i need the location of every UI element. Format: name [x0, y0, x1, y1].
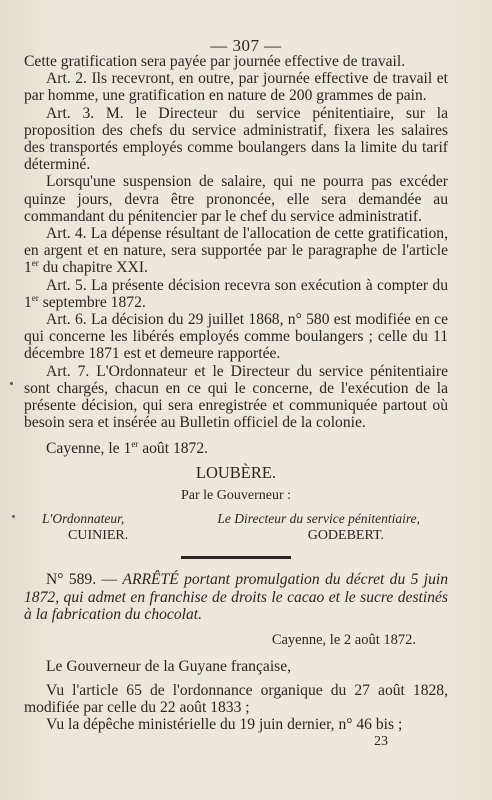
ordonnateur-title: L'Ordonnateur, — [42, 511, 125, 527]
decree-vu-2: Vu la dépêche ministérielle du 19 juin dernier, n° 46 bis ; — [46, 715, 403, 733]
decree-date: Cayenne, le 2 août 1872. — [271, 632, 416, 649]
paragraph-art-7: Art. 7. L'Ordonnateur et le Directeur du service pénitentiaire sont chargés, chacun en ce qui le concerne, de l'exécution de la présente décision, qui sera enregistrée et communiquée partout où besoin sera et insérée au Bulletin officiel de la colonie. — [24, 362, 448, 432]
scan-speck — [12, 515, 15, 518]
decree-vu-1: Vu l'article 65 de l'ordonnance organique du 27 août 1828, modifiée par celle du 22 août 1833 ; — [24, 681, 448, 716]
by-governor: Par le Gouverneur : — [180, 487, 292, 503]
decree-opening: Le Gouverneur de la Guyane française, — [46, 658, 292, 676]
signatories-titles — [24, 510, 448, 527]
directeur-title: Le Directeur du service pénitentiaire, — [217, 511, 420, 527]
governor-signature: LOUBÈRE. — [195, 462, 277, 482]
section-divider — [181, 556, 291, 559]
page-body — [24, 53, 448, 750]
paragraph-art-3: Art. 3. M. le Directeur du service pénitentiaire, sur la proposition des chefs du service administratif, fixera les salaires des transportés employés comme boulangers dans la limite du tarif déterminé. — [24, 104, 448, 174]
page-header: — 307 — — [210, 36, 282, 55]
paragraph: Lorsqu'une suspension de salaire, qui ne pourra pas excéder quinze jours, devra être prononcée, elle sera demandée au commandant du pénitencier par le chef du service administratif. — [24, 173, 448, 225]
decree-heading: N° 589. — ARRÊTÉ portant promulgation du décret du 5 juin 1872, qui admet en franchise de droits le cacao et le sucre destinés à la fabrication du chocolat. — [24, 571, 448, 623]
paragraph-art-5: Art. 5. La présente décision recevra son exécution à compter du 1er septembre 1872. — [24, 276, 448, 311]
place-date: Cayenne, le 1er août 1872. — [46, 439, 209, 458]
paragraph-art-2: Art. 2. Ils recevront, en outre, par journée effective de travail et par homme, une gratification en nature de 200 grammes de pain. — [24, 70, 448, 105]
paragraph: Cette gratification sera payée par journée effective de travail. — [24, 53, 406, 70]
paragraph-art-4: Art. 4. La dépense résultant de l'allocation de cette gratification, en argent et en nature, sera supportée par le paragraphe de l'article 1er du chapitre XXI. — [24, 225, 448, 277]
signatories-names — [24, 527, 448, 544]
ordonnateur-name: CUINIER. — [68, 528, 129, 544]
scan-speck — [10, 382, 13, 385]
directeur-name: GODEBERT. — [307, 528, 384, 544]
signature-folio: 23 — [374, 734, 388, 750]
paragraph-art-6: Art. 6. La décision du 29 juillet 1868, n° 580 est modifiée en ce qui concerne les libérés employés comme boulangers ; celle du 11 décembre 1871 est et demeure rapportée. — [24, 311, 448, 363]
